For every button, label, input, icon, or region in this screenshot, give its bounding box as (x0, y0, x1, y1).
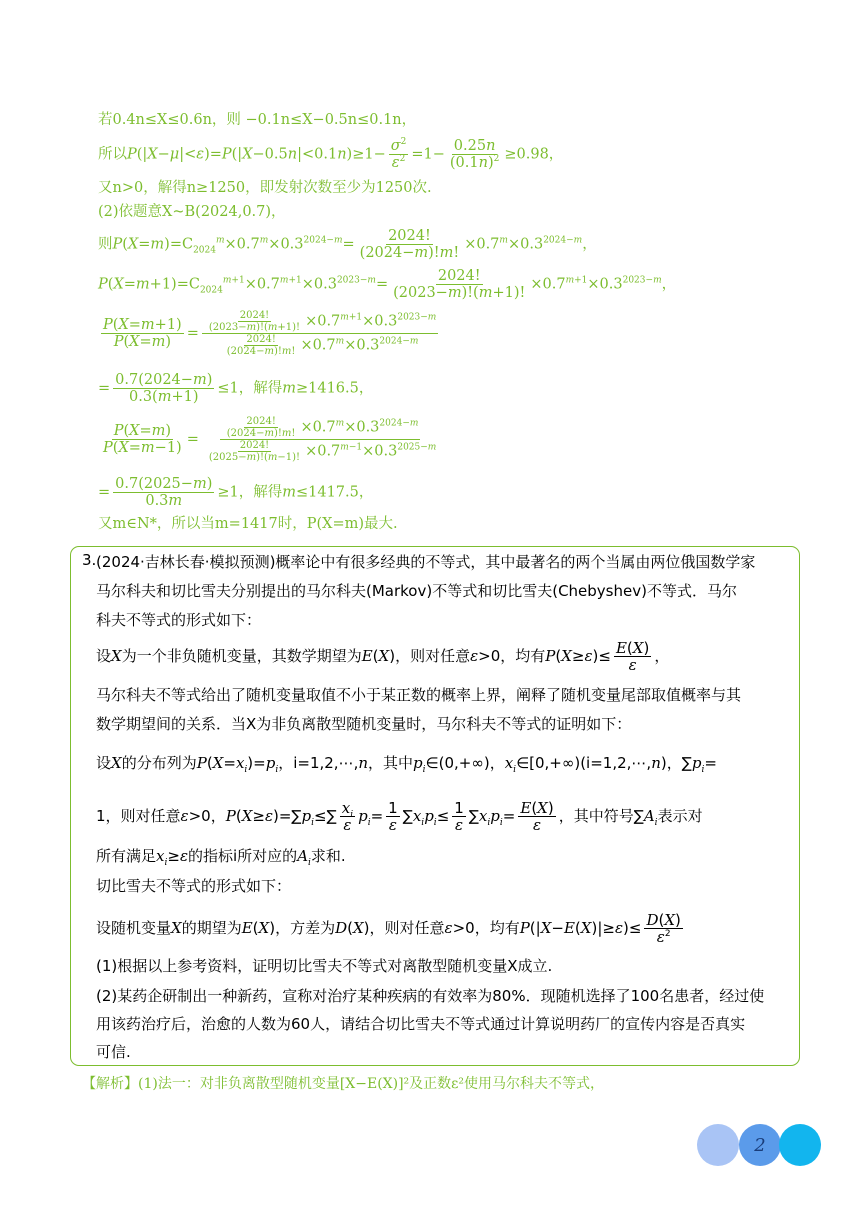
problem-line-9: 所有满足$x_i\ge\varepsilon$的指标i所对应的$A_i$求和. (96, 847, 346, 868)
problem-line-6: 数学期望间的关系．当X为非负离散型随机变量时，马尔科夫不等式的证明如下： (96, 715, 632, 733)
solution-line-10: = $\frac{0.7(2025-m)}{0.3m}$ ≥1，解得m≤1417.5， (98, 476, 374, 509)
solution-line-7: $\frac{P(X=m+1)}{P(X=m)}$ = $\frac{2024!}{(2023-m)!(m+1)!}$ $\times 0.7^{m+1}\times 0.3^{2023-m}$ $\frac{2024!}{(2024-m)!m!}$ $\times 0.7^m\times 0.3^{2024-m}$ (103, 310, 437, 357)
problem-number: 3. (82, 551, 97, 569)
analysis-text: (1)法一：对非负离散型随机变量[X−E(X)]²及正数ε²使用马尔科夫不等式， (138, 1076, 605, 1092)
page-number: 2 (739, 1124, 781, 1166)
analysis-tag: 【解析】 (82, 1076, 138, 1092)
problem-line-1: (2024·吉林长春·模拟预测)概率论中有很多经典的不等式，其中最著名的两个当属由两位俄国数学家 (96, 553, 756, 571)
problem-part-2-line-3: 可信. (96, 1043, 131, 1061)
problem-line-8: 1，则对任意ε>0，$P(X\ge\varepsilon)=\sum p_i\le\sum$ $\frac{x_i}{\varepsilon}$ $p_i=$ $\frac{1}{\varepsilon}$ $\sum x_ip_i\le$ $\frac{1}{\varepsilon}$ $\sum x_ip_i=$ $\frac{E(X)}{\varepsilon}$ ，其中符号$\sum A_i$表示对 (96, 799, 703, 834)
problem-line-4: 设X为一个非负随机变量，其数学期望为E(X)，则对任意ε>0，均有P(X≥ε)≤ $\frac{E(X)}{\varepsilon}$ ， (96, 639, 670, 674)
problem-part-2-line-1: (2)某药企研制出一种新药，宣称对治疗某种疾病的有效率为80%．现随机选择了100名患者，经过使 (96, 987, 765, 1005)
problem-line-3: 科夫不等式的形式如下： (96, 611, 262, 629)
solution-line-5: 则$P(X=m)=C_{2024}^m\times 0.7^m\times 0.3^{2024-m}=$ $\frac{2024!}{(2024-m)!m!}$ $\times 0.7^m\times 0.3^{2024-m}$， (98, 228, 597, 261)
problem-part-2-line-2: 用该药治疗后，治愈的人数为60人，请结合切比雪夫不等式通过计算说明药厂的宣传内容是否真实 (96, 1015, 746, 1033)
solution-line-9: $\frac{P(X=m)}{P(X=m-1)}$ = $\frac{2024!}{(2024-m)!m!}$ $\times 0.7^m\times 0.3^{2024-m}$ $\frac{2024!}{(2025-m)!(m-1)!}$ $\times 0.7^{m-1}\times 0.3^{2025-m}$ (103, 416, 437, 463)
solution-line-6: $P(X=m+1)=C_{2024}^{m+1}\times 0.7^{m+1}\times 0.3^{2023-m}=$ $\frac{2024!}{(2023-m)!(m+1)!}$ $\times 0.7^{m+1}\times 0.3^{2023-m}$， (98, 268, 677, 301)
problem-line-5: 马尔科夫不等式给出了随机变量取值不小于某正数的概率上界，阐释了随机变量尾部取值概率与其 (96, 686, 742, 704)
page-circle-left (697, 1124, 739, 1166)
solution-line-4: (2)依题意X~B(2024,0.7)， (98, 204, 286, 220)
solution-line-3: 又n>0，解得n≥1250，即发射次数至少为1250次. (98, 180, 432, 196)
problem-line-7: 设X的分布列为$P(X=x_i)=p_i$，i=1,2,⋯,n，其中$p_i\in(0,+\infty)$，$x_i\in[0,+\infty)(i=1,2,\cdots,n)$，$\sum p_i=$ (96, 754, 717, 775)
problem-line-2: 马尔科夫和切比雪夫分别提出的马尔科夫(Markov)不等式和切比雪夫(Chebyshev)不等式．马尔 (96, 582, 737, 600)
analysis-line (82, 1073, 604, 1093)
problem-part-1: (1)根据以上参考资料，证明切比雪夫不等式对离散型随机变量X成立. (96, 957, 553, 975)
solution-line-1: 若0.4n≤X≤0.6n，则 −0.1n≤X−0.5n≤0.1n， (98, 112, 417, 128)
solution-line-11: 又m∈N*，所以当m=1417时，P(X=m)最大. (98, 516, 398, 532)
problem-line-10: 切比雪夫不等式的形式如下： (96, 877, 292, 895)
problem-line-11: 设随机变量X的期望为E(X)，方差为D(X)，则对任意ε>0，均有P(|X−E(X)|≥ε)≤ $\frac{D(X)}{\varepsilon^2}$ (96, 911, 681, 946)
solution-line-2: 所以P(|X−μ|<ε)=P(|X−0.5n|<0.1n)≥1− $\frac{\sigma^2}{\varepsilon^2}$ =1− $\frac{0.25n}{(0.1n)^2}$ ≥0.98， (98, 137, 564, 171)
page-circle-right (779, 1124, 821, 1166)
solution-line-8: = $\frac{0.7(2024-m)}{0.3(m+1)}$ ≤1，解得m≥1416.5， (98, 372, 374, 405)
